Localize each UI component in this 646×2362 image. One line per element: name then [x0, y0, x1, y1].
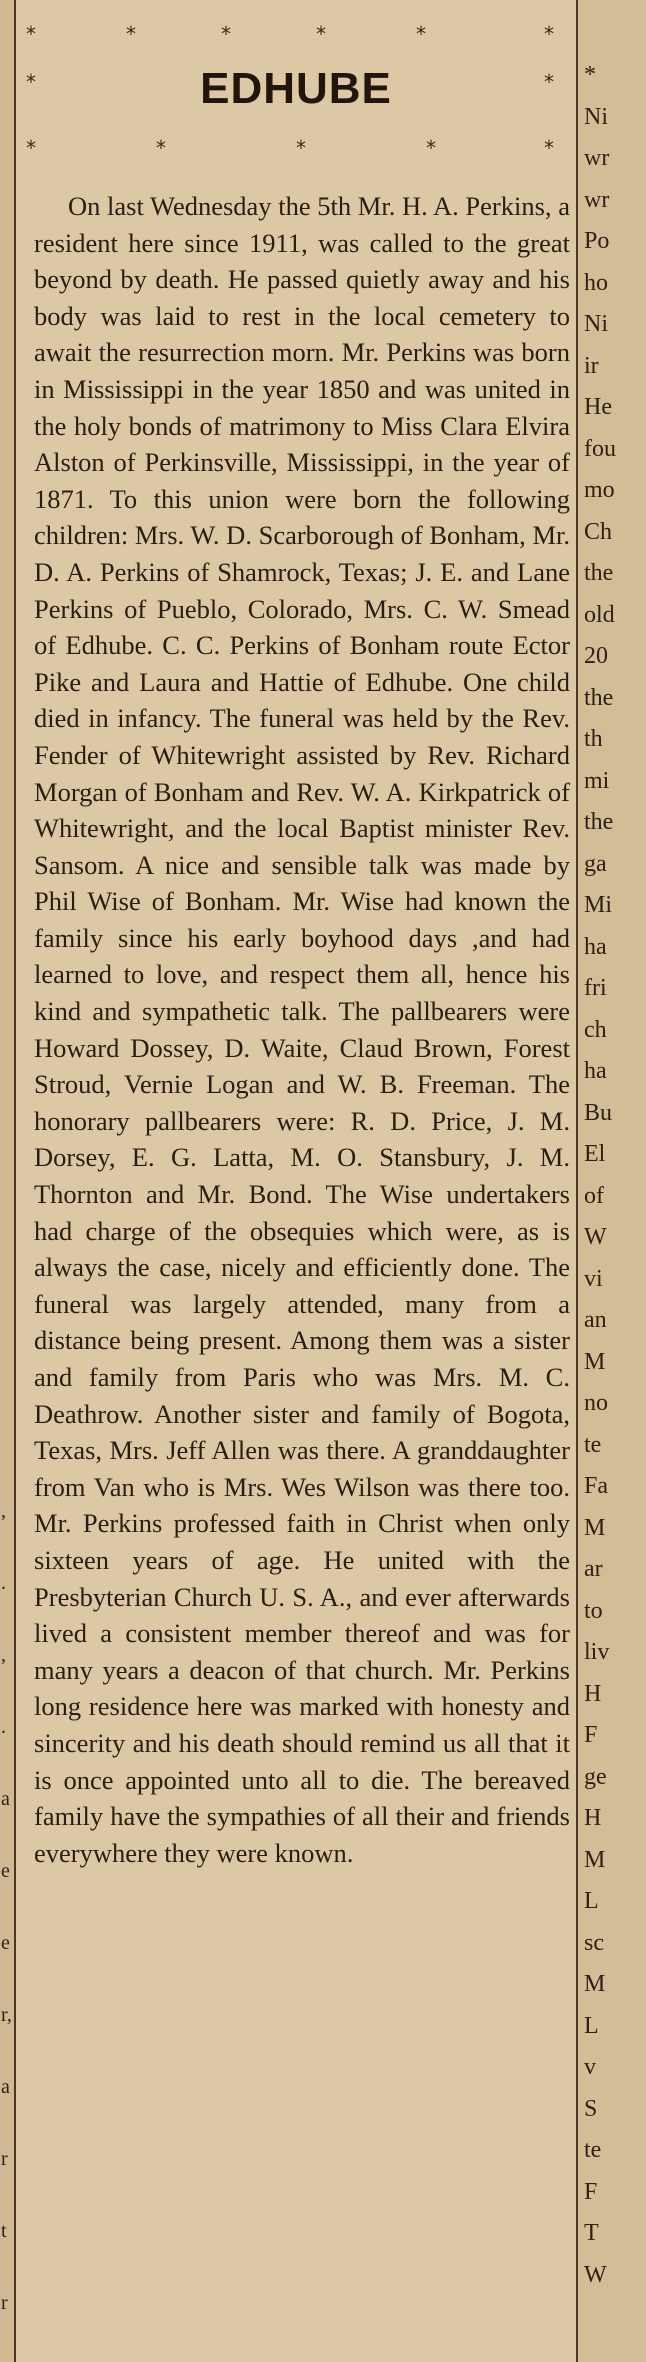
- left-fragment-line: ,: [1, 1500, 6, 1522]
- column-fragment-line: the: [584, 560, 614, 586]
- column-fragment-line: v: [584, 2054, 596, 2080]
- column-fragment-line: to: [584, 1597, 603, 1624]
- article-edhube: [16, 0, 576, 2362]
- column-fragment-line: F: [584, 1722, 598, 1748]
- left-fragment-line: e: [1, 1860, 10, 1882]
- column-fragment-line: ge: [584, 1763, 607, 1790]
- column-fragment-line: El: [584, 1141, 606, 1167]
- left-fragment-line: a: [1, 1788, 10, 1810]
- column-fragment-line: S: [584, 2095, 598, 2122]
- left-fragment-line: r: [1, 2148, 8, 2170]
- column-fragment-line: ch: [584, 1016, 607, 1043]
- column-fragment-line: L: [584, 1888, 599, 1914]
- column-fragment-line: W: [584, 1224, 607, 1250]
- column-fragment-line: T: [584, 2220, 599, 2246]
- column-fragment-line: M: [584, 1846, 606, 1873]
- column-fragment-line: ir: [584, 352, 599, 379]
- star-icon: *: [316, 22, 326, 46]
- column-fragment-line: fri: [584, 975, 607, 1001]
- column-fragment-line: Ni: [584, 103, 608, 130]
- column-fragment-line: no: [584, 1390, 608, 1416]
- column-fragment-line: the: [584, 809, 614, 835]
- column-fragment-line: L: [584, 2012, 599, 2039]
- column-fragment-line: wr: [584, 145, 610, 171]
- column-fragment-line: mi: [584, 767, 610, 794]
- column-fragment-line: ha: [584, 933, 607, 960]
- column-fragment-line: H: [584, 1805, 602, 1831]
- column-fragment-line: ar: [584, 1556, 603, 1582]
- column-fragment-line: M: [584, 1971, 606, 1997]
- column-fragment-line: M: [584, 1348, 606, 1375]
- column-fragment-line: Mi: [584, 892, 613, 918]
- column-fragment-line: Bu: [584, 1099, 613, 1126]
- star-icon: *: [416, 22, 426, 46]
- column-fragment-line: ho: [584, 269, 608, 296]
- column-fragment-line: H: [584, 1680, 602, 1707]
- star-icon: *: [544, 70, 554, 94]
- column-fragment-line: F: [584, 2178, 598, 2205]
- left-fragment-line: e: [1, 1932, 10, 1954]
- column-fragment-line: te: [584, 1431, 602, 1458]
- left-fragment-line: ,: [1, 1644, 6, 1666]
- left-fragment-line: r,: [1, 2004, 12, 2026]
- column-fragment-line: Ni: [584, 311, 608, 337]
- column-fragment-line: mo: [584, 477, 615, 503]
- left-fragment-line: .: [1, 1572, 6, 1594]
- star-icon: *: [544, 22, 554, 46]
- article-heading: EDHUBE: [200, 64, 392, 113]
- column-fragment-line: old: [584, 601, 615, 628]
- star-icon: *: [296, 136, 306, 160]
- column-fragment-line: Ch: [584, 518, 613, 545]
- column-fragment-line: of: [584, 1182, 604, 1209]
- column-fragment-line: ha: [584, 1058, 607, 1084]
- column-fragment-line: He: [584, 394, 612, 420]
- star-icon: *: [156, 136, 166, 160]
- star-icon: *: [426, 136, 436, 160]
- left-fragment-line: .: [1, 1716, 6, 1738]
- adjacent-column-fragment: [578, 0, 646, 2362]
- article-body: On last Wednesday the 5th Mr. H. A. Perkins, a resident here since 1911, was called to the great beyond by death. He passed quietly away and his body was laid to rest in the local cemetery to await the resurrection morn. Mr. Perkins was born in Mississippi in the year 1850 and was united in the holy bonds of matrimony to Miss Clara Elvira Alston of Perkinsville, Mississippi, in the year of 1871. To this union were born the following children: Mrs. W. D. Scarborough of Bonham, Mr. D. A. Perkins of Shamrock, Texas; J. E. and Lane Perkins of Pueblo, Colorado, Mrs. C. W. Smead of Edhube. C. C. Perkins of Bonham route Ector Pike and Laura and Hattie of Edhube. One child died in infancy. The funeral was held by the Rev. Fender of Whitewright assisted by Rev. Richard Morgan of Bonham and Rev. W. A. Kirkpatrick of Whitewright, and the local Baptist minister Rev. Sansom. A nice and sensible talk was made by Phil Wise of Bonham. Mr. Wise had known the family since his early boyhood days ,and had learned to love, and respect them all, hence his kind and sympathetic talk. The pallbearers were Howard Dossey, D. Waite, Claud Brown, Forest Stroud, Vernie Logan and W. B. Freeman. The honorary pallbearers were: R. D. Price, J. M. Dorsey, E. G. Latta, M. O. Stansbury, J. M. Thornton and Mr. Bond. The Wise undertakers had charge of the obsequies which were, as is always the case, nicely and efficiently done. The funeral was largely attended, many from a distance being present. Among them was a sister and family from Paris who was Mrs. M. C. Deathrow. Another sister and family of Bogota, Texas, Mrs. Jeff Allen was there. A granddaughter from Van who is Mrs. Wes Wilson was there too. Mr. Perkins professed faith in Christ when only sixteen years of age. He united with the Presbyterian Church U. S. A., and ever afterwards lived a consistent member thereof and was for many years a deacon of that church. Mr. Perkins long residence here was marked with honesty and sincerity and his death should remind us all that it is once appointed unto all to die. The bereaved family have the sympathies of all their and friends everywhere they were known.: [34, 191, 570, 1868]
- left-fragment-line: r: [1, 2292, 8, 2314]
- star-icon: *: [26, 136, 36, 160]
- column-fragment-line: th: [584, 726, 603, 752]
- left-fragment-line: t: [1, 2220, 7, 2242]
- column-fragment-line: W: [584, 2261, 607, 2288]
- left-fragment-line: a: [1, 2076, 10, 2098]
- column-fragment-line: *: [584, 62, 596, 88]
- star-icon: *: [26, 22, 36, 46]
- star-icon: *: [221, 22, 231, 46]
- column-fragment-line: ga: [584, 850, 607, 877]
- column-fragment-line: the: [584, 684, 614, 711]
- star-icon: *: [544, 136, 554, 160]
- star-icon: *: [26, 70, 36, 94]
- star-icon: *: [126, 22, 136, 46]
- column-fragment-line: an: [584, 1307, 607, 1333]
- column-fragment-line: Fa: [584, 1473, 608, 1499]
- column-fragment-line: wr: [584, 186, 610, 213]
- column-fragment-line: Po: [584, 228, 610, 254]
- column-fragment-line: sc: [584, 1929, 604, 1956]
- column-fragment-line: M: [584, 1514, 606, 1541]
- column-fragment-line: te: [584, 2137, 602, 2163]
- column-fragment-line: 20: [584, 643, 608, 669]
- column-fragment-line: vi: [584, 1265, 603, 1292]
- column-fragment-line: liv: [584, 1639, 610, 1665]
- column-fragment-line: fou: [584, 435, 616, 462]
